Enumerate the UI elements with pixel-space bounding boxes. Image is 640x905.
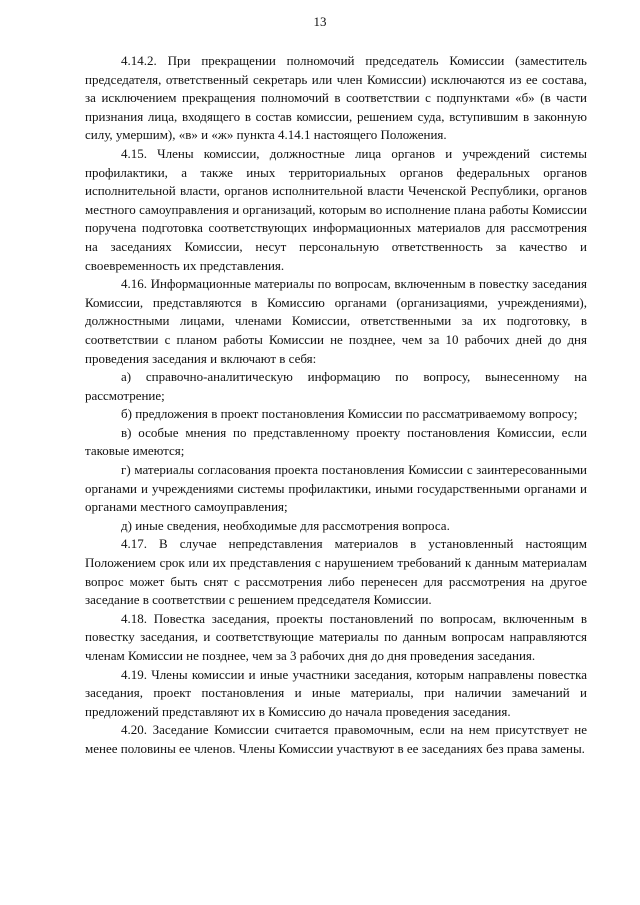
list-item-a: а) справочно-аналитическую информацию по вопросу, вынесенному на рассмотрение; [85,369,587,403]
list-item-b: б) предложения в проект постановления Комиссии по рассматриваемому вопросу; [121,406,578,422]
page-number: 13 [313,14,327,29]
paragraph-4-17: 4.17. В случае непредставления материалов в установленный настоящим Положением срок или их представления с нарушением требований к данным материалам вопрос может быть снят с рассмотрения либо перенесен для рассмотрения на другое заседание в соответствии с решением председателя Комиссии. [85,536,587,608]
paragraph-4-15: 4.15. Члены комиссии, должностные лица органов и учреждений системы профилактики, а также иных территориальных органов федеральных органов исполнительной власти, органов исполнительной власти Чеченской Республики, органов местного самоуправления и организаций, которым во исполнение плана работы Комиссии поручена подготовка соответствующих информационных материалов для рассмотрения на заседаниях Комиссии, несут персональную ответственность за качество и своевременность их представления. [85,145,587,273]
list-item-v: в) особые мнения по представленному проекту постановления Комиссии, если таковые имеются; [85,424,587,459]
paragraph-4-20: 4.20. Заседание Комиссии считается правомочным, если на нем присутствует не менее половины ее членов. Члены Комиссии участвуют в ее заседаниях без права замены. [85,722,587,756]
document-body [85,52,587,759]
paragraph-4-16: 4.16. Информационные материалы по вопросам, включенным в повестку заседания Комиссии, представляются в Комиссию органами (организациями, учреждениями), должностными лицами, членами Комиссии, ответственными за их подготовку, в соответствии с планом работы Комиссии не позднее, чем за 10 рабочих дней до дня проведения заседания и включают в себя: [85,276,587,366]
paragraph-4-18: 4.18. Повестка заседания, проекты постановлений по вопросам, включенным в повестку заседания, и соответствующие материалы по данным вопросам направляются членам Комиссии не позднее, чем за 3 рабочих дня до дня проведения заседания. [85,610,587,663]
paragraph-4-19: 4.19. Члены комиссии и иные участники заседания, которым направлены повестка заседания, проект постановления и иные материалы, при наличии замечаний и предложений представляют их в Комиссию до начала проведения заседания. [85,666,587,719]
list-item-g: г) материалы согласования проекта постановления Комиссии с заинтересованными органами и учреждениями системы профилактики, иными государственными органами и органами местного самоуправления; [85,462,587,515]
list-item-d: д) иные сведения, необходимые для рассмотрения вопроса. [121,517,450,533]
paragraph-4-14-2: 4.14.2. При прекращении полномочий председатель Комиссии (заместитель председателя, ответственный секретарь или член Комиссии) исключаются из ее состава, за исключением прекращения полномочий в соответствии с подпунктами «б» (в части признания лица, входящего в состав комиссии, решением суда, вступившим в законную силу, умершим), «в» и «ж» пункта 4.14.1 настоящего Положения. [85,53,587,143]
